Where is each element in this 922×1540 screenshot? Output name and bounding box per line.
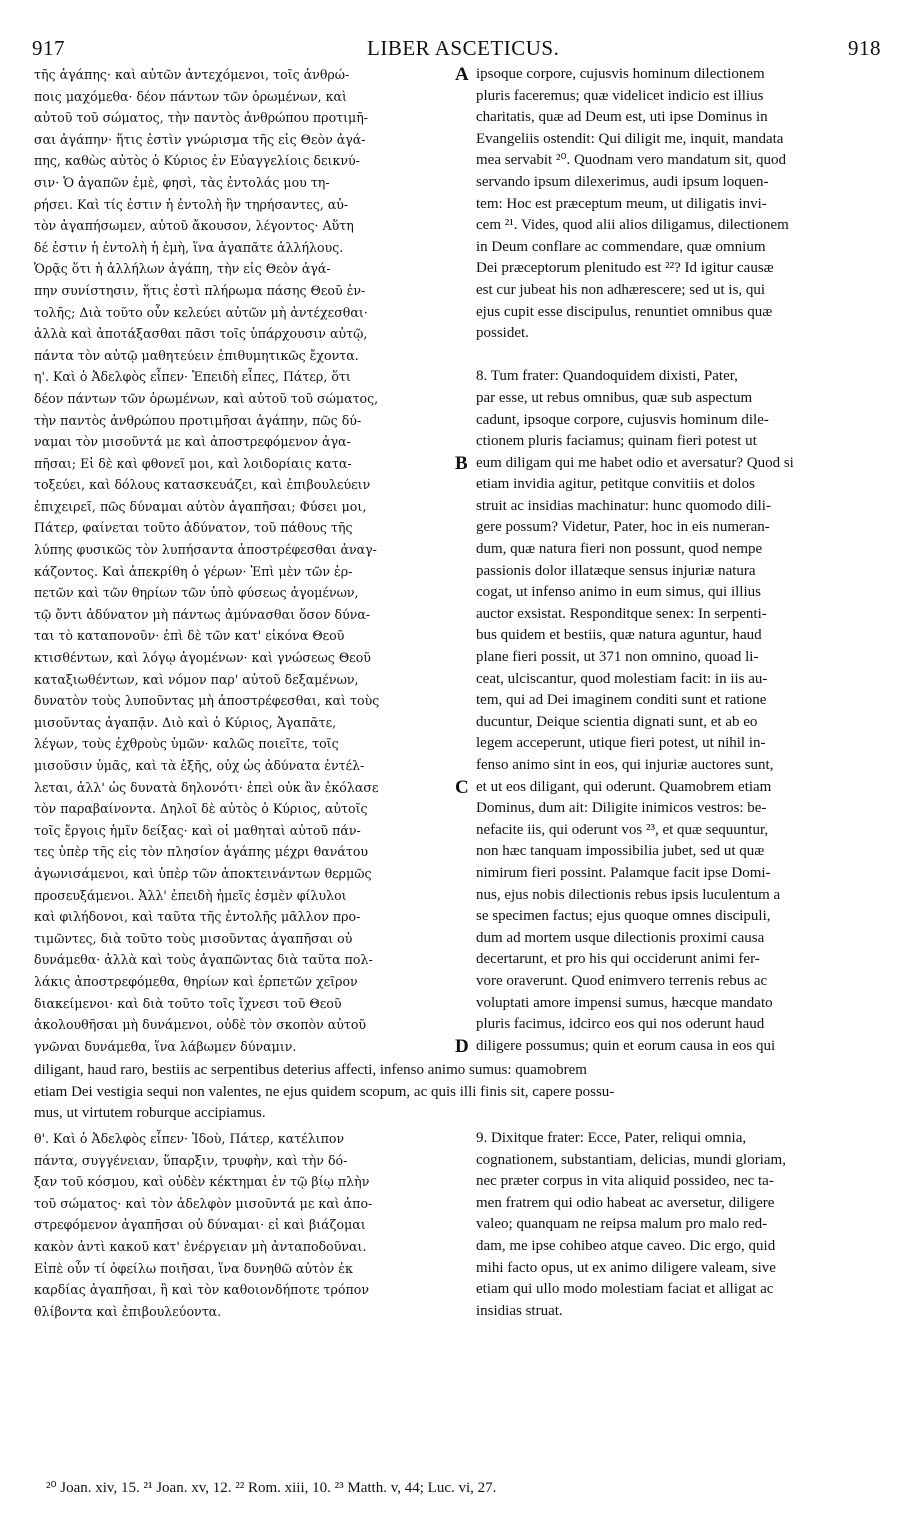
greek-text-line: προσευξάμενοι. Ἀλλ' ἐπειδὴ ἡμεῖς ἐσμὲν φίλυλοι (34, 887, 347, 903)
greek-text-line: στρεφόμενον ἀγαπῆσαι οὐ δύναμαι· εἰ καὶ βιάζομαι (34, 1217, 366, 1233)
latin-text-line: nefacite iis, qui oderunt vos ²³, et quæ sequuntur, (476, 821, 769, 838)
latin-text-line: struit ac insidias machinatur: hunc quomodo dili- (476, 497, 771, 514)
latin-text-line: nus, ejus nobis dilectionis rebus ipsis luculentum a (476, 886, 781, 903)
greek-text-line: κάζοντος. Καὶ ἀπεκρίθη ὁ γέρων· Ἐπὶ μὲν τῶν ἑρ- (34, 563, 353, 579)
greek-column (34, 64, 454, 1057)
latin-text-line: dum ad mortem usque dilectionis proximi causa (476, 929, 765, 946)
page-header (0, 36, 922, 62)
footnotes: ²⁰ Joan. xiv, 15. ²¹ Joan. xv, 12. ²² Rom. xiii, 10. ²³ Matth. v, 44; Luc. vi, 27. (46, 1480, 497, 1496)
latin-text-line: Dominus, dum ait: Diligite inimicos vestros: be- (476, 800, 767, 817)
latin-text-line: auctor exsistat. Responditque senex: In serpenti- (476, 605, 767, 622)
greek-text-line: λύπης φυσικῶς τὸν λυπήσαντα ἀποστρέφεσθαι ἀναγ- (34, 542, 377, 558)
greek-text-line: σιν· Ὁ ἀγαπῶν ἐμὲ, φησὶ, τὰς ἐντολάς μου τη- (34, 174, 330, 190)
latin-text-line: se specimen factus; ejus quoque omnes discipuli, (476, 908, 771, 925)
latin-text-line: 9. Dixitque frater: Ecce, Pater, reliqui omnia, (476, 1130, 747, 1146)
greek-text-line: η'. Καὶ ὁ Ἀδελφὸς εἶπεν· Ἐπειδὴ εἶπες, Πάτερ, ὅτι (34, 369, 351, 385)
latin-text-line: servando ipsum dilexerimus, audi ipsum loquen- (476, 173, 769, 190)
greek-text-line: θλίβοντα καὶ ἐπιβουλεύοντα. (34, 1303, 222, 1319)
latin-text-line: ducuntur, Deique scientia dignati sunt, et ab eo (476, 713, 758, 730)
latin-text-line: mea servabit ²⁰. Quodnam vero mandatum sit, quod (476, 152, 787, 169)
greek-text-line: λέγων, τοὺς ἐχθροὺς ὑμῶν· καλῶς ποιεῖτε, τοῖς (34, 736, 339, 752)
latin-text-line: tem, qui ad Dei imaginem conditi sunt et ratione (476, 692, 767, 709)
greek-text-line: τῷ ὄντι ἀδύνατον μὴ πάντως ἀμύνασθαι ὅσον δύνα- (34, 606, 371, 622)
latin-text-line: cem ²¹. Vides, quod alii alios diligamus, dilectionem (476, 217, 789, 234)
greek-text-line: δυνάμεθα· ἀλλὰ καὶ τοὺς ἀγαπῶντας διὰ ταῦτα πολ- (34, 952, 373, 968)
latin-text-line: mihi facto opus, ut ex animo diligere valeam, sive (476, 1259, 776, 1276)
latin-text-line: par esse, ut rebus omnibus, quæ sub aspectum (476, 389, 753, 406)
greek-text-line: καταξιωθέντων, καὶ νόμον παρ' αὐτοῦ δεξαμένων, (34, 671, 359, 687)
latin-text-line: pluris faceremus; quæ videlicet indicio est illius (476, 87, 764, 104)
greek-text-line: τὸν παραβαίνοντα. Δηλοῖ δὲ αὐτὸς ὁ Κύριος, αὐτοῖς (34, 801, 368, 817)
latin-text-line: gere possum? Videtur, Pater, hoc in eis numeran- (476, 519, 770, 536)
greek-text-line: θ'. Καὶ ὁ Ἀδελφὸς εἶπεν· Ἰδοὺ, Πάτερ, κατέλιπον (34, 1131, 345, 1146)
margin-marker-a: A (455, 64, 469, 85)
latin-text-line: charitatis, quæ ad Deum est, uti ipse Dominus in (476, 109, 768, 126)
greek-text-line: πης, καθὼς αὐτὸς ὁ Κύριος ἐν Εὐαγγελίοις δεικνύ- (34, 153, 360, 169)
greek-text-line: τὴν παντὸς ἀνθρώπου προτιμῆσαι ἀγάπην, πῶς δύ- (34, 412, 362, 428)
greek-text-line: πετῶν καὶ τῶν θηρίων τῶν ὑπὸ φύσεως ἀγομένων, (34, 585, 359, 601)
latin-text-line: vore oraverunt. Quod enimvero terrenis rebus ac (476, 972, 768, 989)
greek-text-line: μισοῦσιν ὑμᾶς, καὶ τὰ ἑξῆς, οὐχ ὡς ἀδύνατα ἐντέλ- (34, 758, 365, 773)
latin-text-line: valeo; quanquam ne reipsa malum pro malo red- (476, 1216, 768, 1233)
latin-text-line: Evangeliis ostendit: Qui diligit me, inquit, mandata (476, 130, 784, 147)
latin-text-line: Dei præceptorum plenitudo est ²²? Id igitur causæ (476, 260, 774, 277)
greek-text-line: πάντα, συγγένειαν, ὕπαρξιν, τρυφὴν, καὶ τὴν δό- (34, 1152, 348, 1168)
latin-text-line: voluptati amore impensi sumus, hæcque mandato (476, 994, 773, 1011)
latin-text-line: et ut eos diligant, qui oderunt. Quamobrem etiam (476, 778, 772, 795)
latin-text-line: passionis dolor illatæque sensus injuriæ natura (476, 562, 756, 579)
latin-text-line: 8. Tum frater: Quandoquidem dixisti, Pater, (476, 368, 738, 385)
latin-text-line: nec præter corpus in vita aliquid possideo, nec ta- (476, 1173, 774, 1190)
greek-text-line: γνῶναι δυνάμεθα, ἵνα λάβωμεν δύναμιν. (34, 1038, 297, 1054)
greek-text-line: ἀγωνισάμενοι, καὶ ὑπὲρ τῶν ἀποκτεινάντων θερμῶς (34, 865, 372, 881)
latin-text-line: decertarunt, et pro his qui occiderunt animi fer- (476, 951, 760, 968)
greek-text-line: λεται, ἀλλ' ὡς δυνατὰ δηλονότι· ἐπεὶ οὐκ ἂν ἐκόλασε (34, 779, 379, 795)
greek-text-line: τοξεύει, καὶ δόλους κατασκευάζει, καὶ ἐπιβουλεύειν (34, 477, 371, 493)
greek-text-line: δυνατὸν τοὺς λυποῦντας μὴ ἀποστρέφεσθαι, καὶ τοὺς (34, 693, 380, 709)
latin-text-line: cadunt, ipsoque corpore, cujusvis hominum dile- (476, 411, 769, 428)
greek-text-line: τοῖς ἔργοις ἡμῖν δείξας· καὶ οἱ μαθηταὶ αὐτοῦ πάν- (34, 822, 361, 838)
latin-text-line: ipsoque corpore, cujusvis hominum dilectionem (476, 66, 765, 82)
latin-text-line: fenso animo sint in eos, qui injuriæ auctores sunt, (476, 757, 774, 773)
margin-marker-c: C (455, 777, 469, 798)
latin-text-line (476, 345, 890, 367)
greek-text-line: ται τὸ καταπονοῦν· ἐπὶ δὲ τῶν κατ' εἰκόνα Θεοῦ (34, 628, 345, 644)
greek-text-line: ἐπιχειρεῖ, πῶς δύναμαι αὐτὸν ἀγαπῆσαι; Φύσει μοι, (34, 498, 367, 514)
latin-text-line: cognationem, substantiam, delicias, mundi gloriam, (476, 1151, 786, 1168)
greek-text-line: ἀλλὰ καὶ ἀποτάξασθαι πᾶσι τοῖς ὑπάρχουσιν αὐτῷ, (34, 326, 368, 342)
greek-text-line: καρδίας ἀγαπῆσαι, ἢ καὶ τὸν καθοιονδήποτε τρόπον (34, 1282, 370, 1298)
latin-column (476, 64, 890, 1057)
latin-text-line: nimirum fieri possint. Palamque facit ipse Domi- (476, 864, 771, 881)
greek-text-line: Ὁρᾷς ὅτι ἡ ἀλλήλων ἀγάπη, τὴν εἰς Θεὸν ἀγά- (34, 261, 331, 277)
greek-text-line: διακείμενοι· καὶ διὰ τοῦτο τοῖς ἴχνεσι τοῦ Θεοῦ (34, 995, 342, 1011)
greek-text-line: ρήσει. Καὶ τίς ἐστιν ἡ ἐντολὴ ἣν τηρήσαντες, αὐ- (34, 196, 349, 212)
greek-text-line: κακὸν ἀντὶ κακοῦ κατ' ἐνέργειαν μὴ ἀνταποδοῦναι. (34, 1238, 367, 1254)
greek-text-line: δέ ἐστιν ἡ ἐντολὴ ἡ ἐμὴ, ἵνα ἀγαπᾶτε ἀλλήλους. (34, 239, 344, 255)
latin-text-line: non hæc tanquam impossibilia jubet, sed ut quæ (476, 843, 765, 860)
greek-text-line: αὐτοῦ τοῦ σώματος, τὴν παντὸς ἀνθρώπου προτιμῆ- (34, 110, 369, 126)
running-title: LIBER ASCETICUS. (367, 36, 560, 60)
greek-text-line: τες ὑπὲρ τῆς εἰς τὸν πλησίον ἀγάπης μέχρι θανάτου (34, 844, 369, 860)
greek-text-line: πῆσαι; Εἰ δὲ καὶ φθονεῖ μοι, καὶ λοιδορίαις κατα- (34, 455, 352, 471)
latin-text-line: legem acceperunt, utique fieri potest, ut nihil in- (476, 735, 766, 752)
greek-text-line: ξαν τοῦ κόσμου, καὶ οὐδὲν κέκτημαι ἐν τῷ βίῳ πλὴν (34, 1174, 370, 1190)
latin-text-line: insidias struat. (476, 1302, 563, 1319)
latin-text-line: cogat, ut infenso animo in eum simus, qui illius (476, 584, 761, 601)
margin-marker-b: B (455, 453, 468, 474)
latin-text-line: est cur jubeat his non adhærescere; sed ut is, qui (476, 281, 766, 298)
greek-text-line: κτισθέντων, καὶ λόγῳ ἀγομένων· καὶ γνώσεως Θεοῦ (34, 650, 371, 666)
latin-text-line: men fratrem qui odio habeat ac aversetur, diligere (476, 1194, 775, 1211)
greek-text-line: τοῦ σώματος· καὶ τὸν ἀδελφὸν μισοῦντά με καὶ ἀπο- (34, 1195, 373, 1211)
latin-text-line: dam, me ipse cohibeo atque caveo. Dic ergo, quid (476, 1237, 776, 1254)
latin-text-line: plane fieri possit, ut 371 non omnino, quoad li- (476, 649, 759, 666)
greek-text-line: μισοῦντας ἀγαπᾷν. Διὸ καὶ ὁ Κύριος, Ἀγαπᾶτε, (34, 714, 337, 730)
latin-text-line: pluris facimus, idcirco eos qui nos oderunt haud (476, 1016, 765, 1033)
greek-text-line: πην συνίστησιν, ἥτις ἐστὶ πλήρωμα πάσης Θεοῦ ἐν- (34, 282, 366, 298)
latin-text-line: possidet. (476, 325, 529, 342)
latin-text-line: mus, ut virtutem roburque accipiamus. (34, 1105, 266, 1122)
latin-text-line: etiam invidia agitur, petitque convitiis et dolos (476, 476, 755, 493)
greek-text-line: λάκις ἀποστρεφόμεθα, θηρίων καὶ ἑρπετῶν χεῖρον (34, 973, 358, 989)
greek-text-line: σαι ἀγάπην· ἥτις ἐστὶν γνώρισμα τῆς εἰς Θεὸν ἀγά- (34, 131, 366, 147)
greek-text-line: τιμῶντες, διὰ τοῦτο τοὺς μισοῦντας ἀγαπῆσαι οὐ (34, 930, 353, 946)
greek-text-line: δέον πάντων τῶν ὁρωμένων, καὶ αὐτοῦ τοῦ σώματος, (34, 390, 379, 406)
greek-text-line: πάντα τὸν αὐτῷ μαθητεύειν ἐπιθυμητικῶς ἔχοντα. (34, 347, 359, 363)
margin-marker-d: D (455, 1036, 469, 1057)
greek-text-line: ποις μαχόμεθα· δέον πάντων τῶν ὁρωμένων, καὶ (34, 88, 347, 104)
greek-text-line: τολῆς; Διὰ τοῦτο οὖν κελεύει αὐτῶν μὴ ἀντέχεσθαι· (34, 304, 368, 320)
greek-text-line: ἀκολουθῆσαι μὴ δυνάμενοι, οὐδὲ τὸν σκοπὸν αὐτοῦ (34, 1017, 367, 1033)
latin-text-line: ejus cupit esse discipulus, renuntiet omnibus quæ (476, 303, 773, 320)
page-number-right: 918 (848, 36, 881, 60)
greek-text-line: Πάτερ, φαίνεται τοῦτο ἀδύνατον, τοῦ πάθους τῆς (34, 520, 353, 536)
latin-text-line: bus quidem et bestiis, quæ natura aguntur, haud (476, 627, 762, 644)
latin-text-line: eum diligam qui me habet odio et aversatur? Quod si (476, 454, 794, 471)
latin-text-line: diligere possumus; quin et eorum causa in eos qui (476, 1037, 776, 1054)
greek-text-line: Εἰπὲ οὖν τί ὀφείλω ποιῆσαι, ἵνα δυνηθῶ αὐτὸν ἐκ (34, 1260, 353, 1276)
greek-text-line: τῆς ἀγάπης· καὶ αὐτῶν ἀντεχόμενοι, τοῖς ἀνθρώ- (34, 67, 350, 82)
latin-text-line: ceat, ulciscantur, quod molestiam facit: in iis au- (476, 670, 768, 687)
page-number-left: 917 (32, 36, 65, 60)
full-width-passage (34, 1060, 890, 1125)
latin-text-line: in Deum conflare ac commendare, quæ omnium (476, 238, 766, 255)
latin-text-line: diligant, haud raro, bestiis ac serpentibus deterius affecti, infenso animo sumus: quamobrem (34, 1062, 587, 1078)
latin-text-line: tem: Hoc est præceptum meum, ut diligatis invi- (476, 195, 767, 212)
latin-text-line: etiam Dei vestigia sequi non valentes, ne ejus quidem scopum, ac quis illi finis sit, capere possu- (34, 1083, 615, 1100)
greek-text-line: ναμαι τὸν μισοῦντά με καὶ ἀποστρεφόμενον ἀγα- (34, 434, 351, 450)
latin-column-2 (476, 1128, 890, 1322)
greek-text-line: καὶ φιλήδονοι, καὶ ταῦτα τῆς ἐντολῆς μᾶλλον προ- (34, 909, 361, 925)
latin-text-line: ctionem pluris faciamus; quinam fieri potest ut (476, 433, 757, 450)
greek-column-2 (34, 1128, 454, 1322)
latin-text-line: etiam qui ullo modo molestiam faciat et alligat ac (476, 1281, 774, 1298)
latin-text-line: dum, quæ natura fieri non possunt, quod nempe (476, 541, 763, 558)
greek-text-line: τὸν ἀγαπήσωμεν, αὐτοῦ ἄκουσον, λέγοντος· Αὕτη (34, 218, 354, 234)
